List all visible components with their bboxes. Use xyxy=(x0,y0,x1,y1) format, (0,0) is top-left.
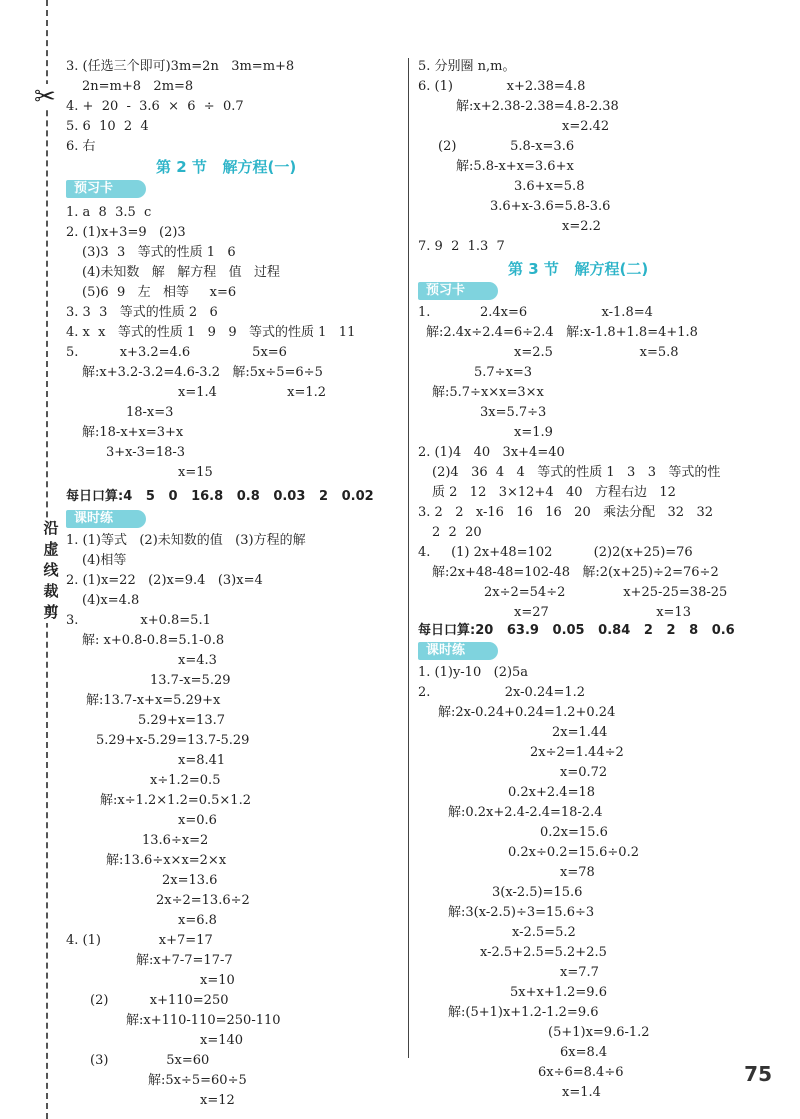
answer-line: 解:2x+48-48=102-48 解:2(x+25)÷2=76÷2 xyxy=(432,565,719,580)
answer-line: x=0.72 xyxy=(560,765,608,780)
section-title: 第 3 节 解方程(二) xyxy=(508,260,649,278)
lesson-practice-tag: 课时练 xyxy=(418,642,498,660)
answer-line: x=2.2 xyxy=(562,219,601,234)
answer-line: 解:x+110-110=250-110 xyxy=(126,1013,281,1028)
answer-line: 2. (1)4 40 3x+4=40 xyxy=(418,445,565,460)
answer-line: x=10 xyxy=(200,973,235,988)
answer-line: 解:x+7-7=17-7 xyxy=(136,953,233,968)
answer-line: 6. 右 xyxy=(66,139,96,154)
answer-line: 解:5.7÷x×x=3×x xyxy=(432,385,544,400)
column-divider xyxy=(408,58,409,1058)
answer-line: 18-x=3 xyxy=(126,405,174,420)
answer-line: 3.6+x-3.6=5.8-3.6 xyxy=(490,199,611,214)
answer-line: 3. 3 3 等式的性质 2 6 xyxy=(66,305,218,320)
answer-line: 0.2x+2.4=18 xyxy=(508,785,596,800)
answer-line: 0.2x=15.6 xyxy=(540,825,608,840)
answer-line: x=12 xyxy=(200,1093,235,1108)
answer-line: 解:2x-0.24+0.24=1.2+0.24 xyxy=(438,705,616,720)
section-title: 第 2 节 解方程(一) xyxy=(156,158,297,176)
answer-line: 1. a 8 3.5 c xyxy=(66,205,152,220)
answer-line: 质 2 12 3×12+4 40 方程右边 12 xyxy=(432,485,676,500)
answer-line: 5. 6 10 2 4 xyxy=(66,119,149,134)
answer-line: (4)x=4.8 xyxy=(82,593,140,608)
answer-line: 解:13.6÷x×x=2×x xyxy=(106,853,227,868)
preview-card-tag: 预习卡 xyxy=(418,282,498,300)
answer-line: x=78 xyxy=(560,865,595,880)
answer-line: 2x÷2=54÷2 x+25-25=38-25 xyxy=(484,585,728,600)
answer-line: 2x=13.6 xyxy=(162,873,218,888)
answer-line: 解:x+3.2-3.2=4.6-3.2 解:5x÷5=6÷5 xyxy=(82,365,323,380)
answer-line: 5.29+x=13.7 xyxy=(138,713,226,728)
page-number: 75 xyxy=(744,1062,772,1086)
answer-line: 解:2.4x÷2.4=6÷2.4 解:x-1.8+1.8=4+1.8 xyxy=(426,325,698,340)
answer-line: 3. (任选三个即可)3m=2n 3m=m+8 xyxy=(66,59,295,74)
answer-line: 解:13.7-x+x=5.29+x xyxy=(86,693,221,708)
answer-line: 3. x+0.8=5.1 xyxy=(66,613,211,628)
answer-line: 3. 2 2 x-16 16 16 20 乘法分配 32 32 xyxy=(418,505,714,520)
answer-line: 4. (1) 2x+48=102 (2)2(x+25)=76 xyxy=(418,545,693,560)
answer-line: x=0.6 xyxy=(178,813,217,828)
answer-line: 4. x x 等式的性质 1 9 9 等式的性质 1 11 xyxy=(66,325,356,340)
answer-line: 3(x-2.5)=15.6 xyxy=(492,885,583,900)
answer-line: x=6.8 xyxy=(178,913,217,928)
daily-calc: 每日口算:4 5 0 16.8 0.8 0.03 2 0.02 xyxy=(66,489,374,504)
answer-line: (2) x+110=250 xyxy=(90,993,229,1008)
answer-line: 2n=m+8 2m=8 xyxy=(82,79,194,94)
answer-line: 0.2x÷0.2=15.6÷0.2 xyxy=(508,845,639,860)
answer-line: 5x+x+1.2=9.6 xyxy=(510,985,607,1000)
answer-line: 1. (1)等式 (2)未知数的值 (3)方程的解 xyxy=(66,533,306,548)
answer-line: (3) 5x=60 xyxy=(90,1053,210,1068)
lesson-practice-tag: 课时练 xyxy=(66,510,146,528)
answer-line: 4. + 20 - 3.6 × 6 ÷ 0.7 xyxy=(66,99,244,114)
answer-line: x=140 xyxy=(200,1033,244,1048)
answer-line: 13.6÷x=2 xyxy=(142,833,209,848)
answer-line: 3.6+x=5.8 xyxy=(514,179,585,194)
answer-line: 7. 9 2 1.3 7 xyxy=(418,239,505,254)
daily-calc: 每日口算:20 63.9 0.05 0.84 2 2 8 0.6 xyxy=(418,623,735,638)
answer-line: x=27 x=13 xyxy=(514,605,691,620)
answer-line: (2) 5.8-x=3.6 xyxy=(438,139,575,154)
answer-line: x=8.41 xyxy=(178,753,226,768)
answer-line: 5.7÷x=3 xyxy=(474,365,533,380)
answer-line: 解:5.8-x+x=3.6+x xyxy=(456,159,574,174)
answer-line: x÷1.2=0.5 xyxy=(150,773,221,788)
answer-line: 2. (1)x+3=9 (2)3 xyxy=(66,225,186,240)
answer-line: (2)4 36 4 4 等式的性质 1 3 3 等式的性 xyxy=(432,465,721,480)
answer-line: 5. x+3.2=4.6 5x=6 xyxy=(66,345,287,360)
answer-line: 1. (1)y-10 (2)5a xyxy=(418,665,529,680)
answer-line: x=2.42 xyxy=(562,119,610,134)
preview-card-tag: 预习卡 xyxy=(66,180,146,198)
answer-line: 3+x-3=18-3 xyxy=(106,445,186,460)
answer-line: 6x÷6=8.4÷6 xyxy=(538,1065,624,1080)
answer-line: x=1.9 xyxy=(514,425,553,440)
answer-line: 6x=8.4 xyxy=(560,1045,608,1060)
answer-line: 5.29+x-5.29=13.7-5.29 xyxy=(96,733,250,748)
answer-line: (5)6 9 左 相等 x=6 xyxy=(82,285,237,300)
answer-line: x=1.4 xyxy=(562,1085,601,1100)
answer-line: x=1.4 x=1.2 xyxy=(178,385,327,400)
answer-line: (4)未知数 解 解方程 值 过程 xyxy=(82,265,281,280)
answer-line: x=2.5 x=5.8 xyxy=(514,345,679,360)
answer-line: 解:18-x+x=3+x xyxy=(82,425,184,440)
answer-line: x-2.5+2.5=5.2+2.5 xyxy=(480,945,607,960)
answer-line: (5+1)x=9.6-1.2 xyxy=(548,1025,650,1040)
scissors-icon: ✂ xyxy=(34,82,56,112)
answer-line: 2x÷2=13.6÷2 xyxy=(156,893,250,908)
answer-line: x=7.7 xyxy=(560,965,599,980)
answer-line: 5. 分别圈 n,m。 xyxy=(418,59,516,74)
answer-line: 6. (1) x+2.38=4.8 xyxy=(418,79,586,94)
answer-line: 解:0.2x+2.4-2.4=18-2.4 xyxy=(448,805,603,820)
answer-line: 解:(5+1)x+1.2-1.2=9.6 xyxy=(448,1005,599,1020)
answer-line: 解:x+2.38-2.38=4.8-2.38 xyxy=(456,99,619,114)
answer-line: 解:x÷1.2×1.2=0.5×1.2 xyxy=(100,793,251,808)
answer-line: 2x÷2=1.44÷2 xyxy=(530,745,624,760)
answer-line: 2. 2x-0.24=1.2 xyxy=(418,685,586,700)
cut-label: 沿 虚 线 裁 剪 xyxy=(40,518,62,623)
answer-line: (4)相等 xyxy=(82,553,127,568)
answer-line: x-2.5=5.2 xyxy=(512,925,576,940)
answer-line: 3x=5.7÷3 xyxy=(480,405,547,420)
answer-line: 2. (1)x=22 (2)x=9.4 (3)x=4 xyxy=(66,573,263,588)
answer-line: (3)3 3 等式的性质 1 6 xyxy=(82,245,236,260)
answer-line: 解:5x÷5=60÷5 xyxy=(148,1073,247,1088)
answer-line: 1. 2.4x=6 x-1.8=4 xyxy=(418,305,653,320)
answer-line: 4. (1) x+7=17 xyxy=(66,933,213,948)
answer-line: 2 2 20 xyxy=(432,525,482,540)
answer-line: x=15 xyxy=(178,465,213,480)
answer-line: x=4.3 xyxy=(178,653,217,668)
answer-line: 解:3(x-2.5)÷3=15.6÷3 xyxy=(448,905,595,920)
answer-line: 解: x+0.8-0.8=5.1-0.8 xyxy=(82,633,225,648)
answer-line: 2x=1.44 xyxy=(552,725,608,740)
answer-line: 13.7-x=5.29 xyxy=(150,673,231,688)
